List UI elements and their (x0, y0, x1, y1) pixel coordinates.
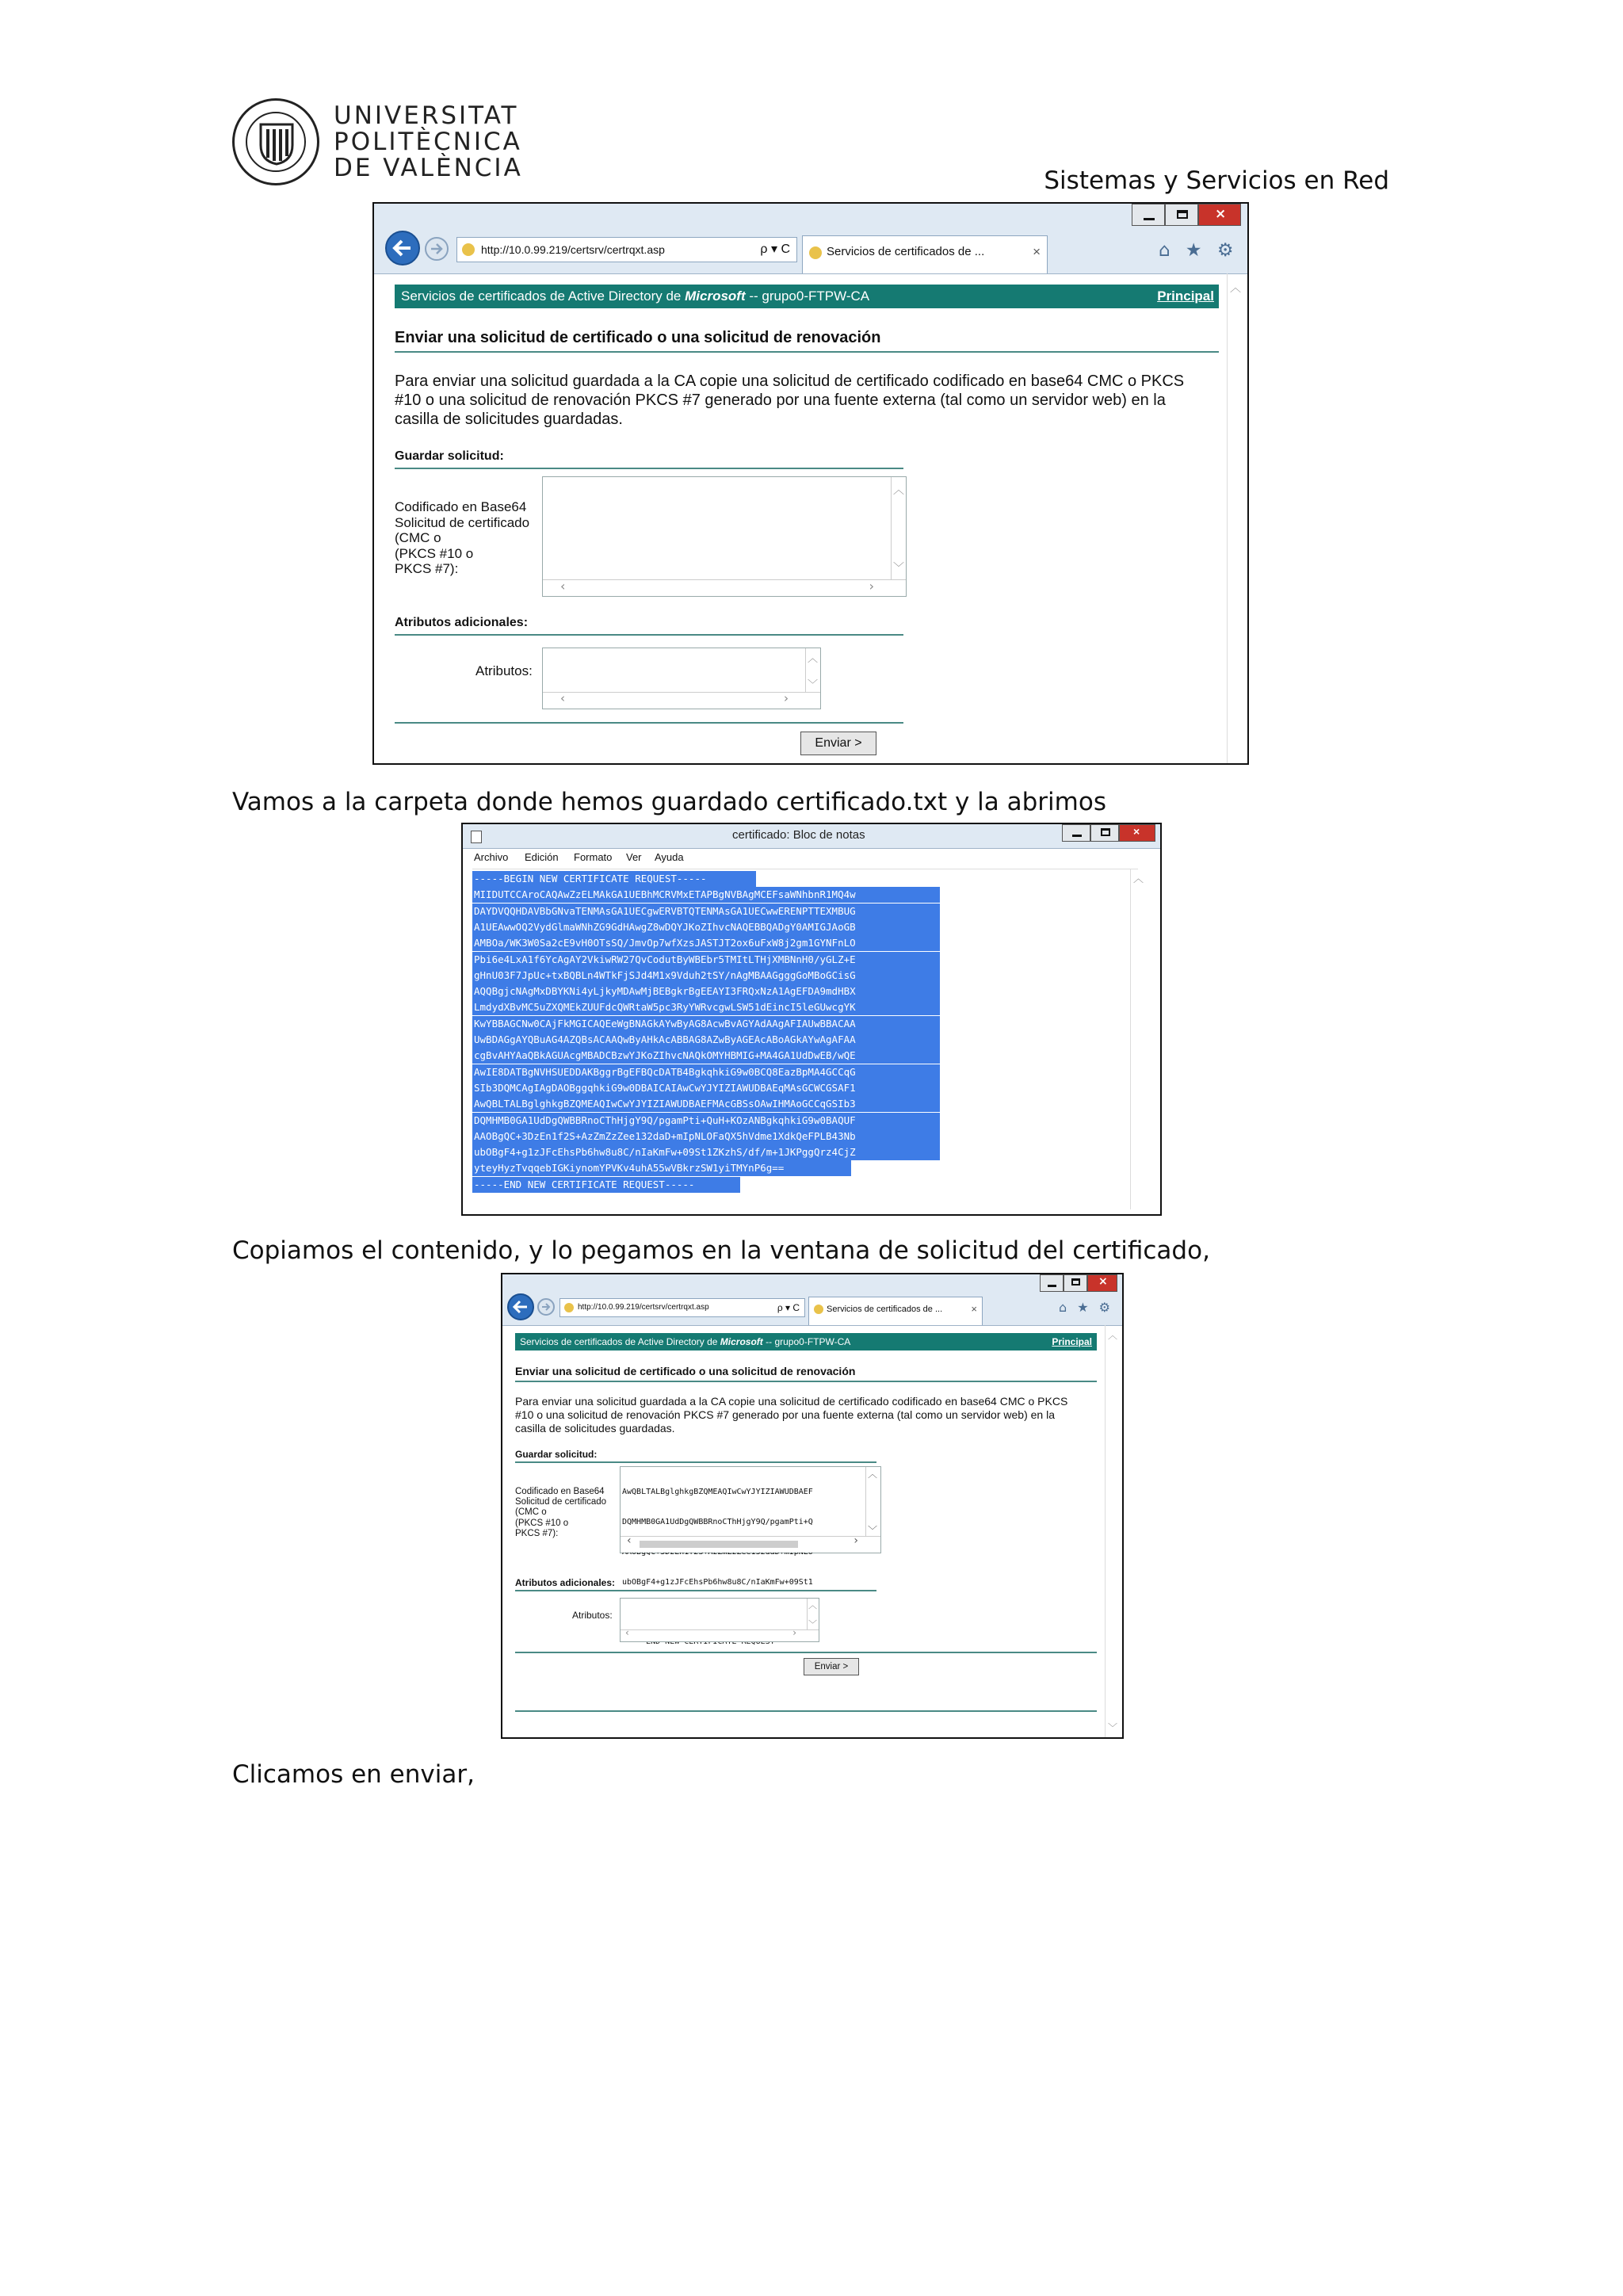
request-textarea[interactable] (542, 476, 907, 597)
scroll-right-icon: › (784, 691, 789, 705)
additional-attributes-rule (515, 1590, 876, 1591)
notepad-scrollbar[interactable] (1130, 869, 1147, 1209)
menu-ver[interactable]: Ver (626, 851, 642, 863)
page-icon (462, 243, 475, 256)
cert-line: cgBvAHYAaQBkAGUAcgMBADCBzwYJKoZIhvcNAQkOMYHBMIG+MA4GA1UdDwEB/wQE (472, 1048, 940, 1064)
forward-button[interactable] (537, 1298, 555, 1316)
cert-line: AwQBLTALBglghkgBZQMEAQIwCwYJYIZIAWUDBAEFMAcGBSsOAwIHMAoGCCqGSIb3 (472, 1096, 940, 1112)
instructions-paragraph: Para enviar una solicitud guardada a la CA copie una solicitud de certificado codificado en base64 CMC o PKCS #10 o una solicitud de renovación PKCS #7 generado por una fuente externa (tal como un servidor web) en la casilla de solicitudes guardadas. (515, 1395, 1068, 1435)
banner-prefix: Servicios de certificados de Active Directory de (401, 288, 682, 304)
attributes-vscroll[interactable] (807, 1599, 819, 1630)
address-url: http://10.0.99.219/certsrv/certrqxt.asp (481, 243, 665, 256)
scroll-left-icon: ‹ (625, 1627, 629, 1638)
back-arrow-icon (393, 239, 412, 257)
request-textarea-filled[interactable] (620, 1466, 881, 1587)
cert-line: -----END NEW CERTIFICATE REQUEST----- (472, 1177, 740, 1193)
tab-favicon (809, 246, 822, 259)
menu-formato[interactable]: Formato (574, 851, 613, 863)
submit-button[interactable]: Enviar > (804, 1658, 859, 1675)
notepad-title: certificado: Bloc de notas (732, 828, 865, 842)
close-button[interactable] (1198, 204, 1241, 226)
scroll-up-icon: ︿ (1133, 873, 1144, 885)
banner-bar (515, 1333, 1097, 1350)
cert-line: -----BEGIN NEW CERTIFICATE REQUEST----- (472, 871, 756, 887)
attributes-hscroll[interactable] (621, 1629, 819, 1641)
tab-close-icon[interactable]: × (1033, 244, 1041, 259)
scroll-up-icon: ︿ (808, 653, 819, 665)
page-scrollbar[interactable] (1227, 273, 1243, 763)
scroll-left-icon: ‹ (560, 691, 565, 705)
request-field-label: Codificado en Base64 Solicitud de certificado (CMC o (PKCS #10 o PKCS #7): (515, 1487, 607, 1538)
tab-favicon (814, 1305, 823, 1314)
notepad-minimize-button[interactable] (1062, 824, 1090, 842)
search-refresh-icons[interactable]: ρ ▾ C (777, 1302, 800, 1313)
close-icon: × (1215, 206, 1227, 222)
maximize-button[interactable] (1165, 204, 1198, 226)
page-icon (564, 1303, 574, 1312)
scroll-right-icon: › (854, 1534, 858, 1547)
attributes-textarea[interactable] (542, 648, 821, 709)
banner-bar (395, 285, 1219, 308)
address-bar[interactable] (456, 237, 797, 262)
cert-line: gHnU03F7JpUc+txBQBLn4WTkFjSJd4M1x9Vduh2tSY/nAgMBAAGgggGoMBoGCisG (472, 968, 940, 984)
logo-line-2: POLITÈCNICA (334, 128, 522, 156)
browser-tab[interactable] (802, 235, 1048, 273)
textarea-hscroll[interactable] (621, 1536, 880, 1553)
scroll-down-icon: ﹀ (868, 1525, 878, 1536)
scroll-left-icon: ‹ (560, 579, 566, 594)
tab-label: Servicios de certificados de ... (827, 1305, 943, 1314)
browser-window-2 (501, 1273, 1124, 1739)
forward-arrow-icon (541, 1303, 551, 1311)
cert-line: AwIE8DATBgNVHSUEDDAKBggrBgEFBQcDATB4BgkqhkiG9w0BCQ8EazBpMA4GCCqG (472, 1064, 940, 1080)
additional-attributes-rule (395, 634, 903, 636)
banner-suffix: -- grupo0-FTPW-CA (749, 288, 870, 304)
cert-line: DAYDVQQHDAVBbGNvaTENMAsGA1UECgwERVBTQTENMAsGA1UECwwERENPTTEXMBUG (472, 904, 940, 919)
browser-tab[interactable] (808, 1297, 983, 1325)
textarea-vscroll[interactable] (891, 477, 906, 580)
saved-request-rule (515, 1461, 876, 1463)
scroll-left-icon: ‹ (627, 1534, 632, 1547)
cert-line: A1UEAwwOQ2VydGlmaWNhZG9GdHAwgZ8wDQYJKoZIhvcNAQEBBQADgY0AMIGJAoGB (472, 919, 940, 935)
cert-line: KwYBBAGCNw0CAjFkMGICAQEeWgBNAGkAYwByAG8AcwBvAGYAdAAgAFIAUwBBACAA (472, 1016, 940, 1032)
instructions-paragraph: Para enviar una solicitud guardada a la CA copie una solicitud de certificado codificado en base64 CMC o PKCS #10 o una solicitud de renovación PKCS #7 generado por una fuente externa (tal como un servidor web) en la casilla de solicitudes guardadas. (395, 372, 1185, 428)
page-footer-rule (515, 1710, 1097, 1712)
cert-line: yteyHyzTvqqebIGKiynomYPVKv4uhA55wVBkrzSW1yiTMYnP6g== (472, 1160, 851, 1176)
notepad-close-button[interactable] (1119, 824, 1155, 842)
cert-line: SIb3DQMCAgIAgDAOBggqhkiG9w0DBAICAIAwCwYJYIZIAWUDBAEqMAsGCWCGSAF1 (472, 1080, 940, 1096)
close-button[interactable] (1087, 1274, 1117, 1292)
scroll-down-icon: ﹀ (808, 679, 819, 691)
scroll-down-icon: ﹀ (893, 562, 904, 575)
cert-line: Pbi6e4LxA1f6YcAgAY2VkiwRW27QvCodutByWBEbr5TMItLTHjXMBNnH0/yGLZ+E (472, 952, 940, 968)
banner-brand: Microsoft (685, 288, 746, 304)
tab-label: Servicios de certificados de ... (827, 245, 985, 258)
tab-close-icon[interactable]: × (971, 1303, 977, 1315)
toolbar-home-fav-settings-icons[interactable]: ⌂ ★ ⚙ (1159, 240, 1239, 261)
minimize-button[interactable] (1040, 1274, 1064, 1292)
saved-request-heading: Guardar solicitud: (515, 1449, 598, 1460)
page-heading: Enviar una solicitud de certificado o una solicitud de renovación (395, 329, 881, 346)
notepad-menubar (463, 848, 1160, 865)
attributes-hscroll[interactable] (543, 692, 820, 709)
form-bottom-rule (515, 1652, 1097, 1653)
scroll-up-icon: ︿ (1230, 282, 1241, 295)
cert-line: ubOBgF4+g1zJFcEhsPb6hw8u8C/nIaKmFw+09St1ZKzhS/df/m+1JKPggQrz4CjZ (472, 1144, 940, 1160)
forward-arrow-icon (430, 243, 443, 254)
upv-logo-wordmark (334, 103, 523, 181)
cert-line: AMBOa/WK3W0Sa2cE9vH0OTsSQ/JmvOp7wfXzsJASTJT2ox6uFxW8j2gm1GYNFnLO (472, 935, 940, 951)
forward-button[interactable] (425, 237, 449, 261)
cert-line: LmdydXBvMC5uZXQMEkZUUFdcQWRtaW5pc3RyYWRvcgwLSW51dEincI5leGUwcgYK (472, 999, 940, 1015)
upv-seal-logo (232, 98, 319, 185)
cert-line: DQMHMB0GA1UdDgQWBBRnoCThHjgY9Q/pgamPti+QuH+KOzANBgkqhkiG9w0BAQUF (472, 1113, 940, 1129)
principal-link[interactable]: Principal (1157, 288, 1214, 304)
saved-request-heading: Guardar solicitud: (395, 449, 504, 463)
cert-line: AQQBgjcNAgMxDBYKNi4yLjkyMDAwMjBEBgkrBgEEAYI3FRQxNzA1AgEFDA9mdHBX (472, 984, 940, 999)
minimize-button[interactable] (1132, 204, 1165, 226)
caption-1: Vamos a la carpeta donde hemos guardado certificado.txt y la abrimos (232, 788, 1106, 816)
submit-button[interactable]: Enviar > (800, 732, 876, 755)
logo-line-1: UNIVERSITAT (334, 101, 519, 130)
search-refresh-icons[interactable]: ρ ▾ C (760, 243, 790, 256)
caption-2: Copiamos el contenido, y lo pegamos en la ventana de solicitud del certificado, (232, 1236, 1210, 1265)
page-content (374, 273, 1247, 763)
logo-line-3: DE VALÈNCIA (334, 154, 523, 182)
page-content (502, 1325, 1122, 1737)
document-header-title: Sistemas y Servicios en Red (1044, 166, 1389, 195)
scroll-right-icon: › (869, 579, 874, 594)
menu-ayuda[interactable]: Ayuda (655, 851, 684, 863)
browser-chrome (374, 204, 1247, 274)
page-scrollbar[interactable] (1105, 1325, 1121, 1737)
scroll-down-icon: ﹀ (1108, 1722, 1118, 1733)
principal-link[interactable]: Principal (1052, 1336, 1092, 1347)
notepad-icon (471, 831, 482, 843)
hscroll-thumb[interactable] (640, 1541, 798, 1548)
attributes-label: Atributos: (475, 663, 533, 678)
scroll-right-icon: › (792, 1627, 796, 1638)
additional-attributes-heading: Atributos adicionales: (395, 616, 529, 629)
attributes-textarea[interactable] (620, 1598, 819, 1642)
back-button[interactable] (507, 1293, 534, 1320)
address-bar[interactable] (559, 1298, 805, 1317)
heading-rule (395, 351, 1219, 353)
heading-rule (515, 1381, 1097, 1382)
attributes-label: Atributos: (572, 1610, 613, 1621)
attributes-vscroll[interactable] (805, 648, 820, 693)
back-button[interactable] (385, 231, 420, 266)
additional-attributes-heading: Atributos adicionales: (515, 1577, 616, 1588)
close-icon: × (1133, 825, 1140, 838)
notepad-maximize-button[interactable] (1090, 824, 1119, 842)
request-textarea-content: AwQBLTALBglghkgBZQMEAQIwCwYJYIZIAWUDBAEF DQMHMB0GA1UdDgQWBBRnoCThHjgY9Q/pgamPti+Q ubOBgF4+g1zJFcEhsPb6hw8u8C/nIaKmFw+09St1 (622, 1488, 813, 1587)
form-bottom-rule (395, 722, 903, 724)
scroll-up-icon: ︿ (893, 484, 904, 497)
cert-line: MIIDUTCCAroCAQAwZzELMAkGA1UEBhMCRVMxETAPBgNVBAgMCEFsaWNhbnR1MQ4w (472, 887, 940, 903)
back-arrow-icon (514, 1301, 528, 1313)
menu-edicion[interactable]: Edición (525, 851, 559, 863)
cert-line: AAOBgQC+3DzEn1f2S+AzZmZzZee132daD+mIpNLOFaQX5hVdme1XdkQeFPLB43Nb (472, 1129, 940, 1144)
saved-request-rule (395, 468, 903, 469)
browser-window-1 (372, 202, 1249, 765)
maximize-button[interactable] (1064, 1274, 1087, 1292)
banner-brand: Microsoft (720, 1336, 763, 1347)
toolbar-home-fav-settings-icons[interactable]: ⌂ ★ ⚙ (1059, 1300, 1114, 1315)
close-icon: × (1098, 1275, 1108, 1288)
banner-prefix: Servicios de certificados de Active Directory de (520, 1336, 718, 1347)
scroll-up-icon: ︿ (868, 1469, 878, 1480)
cert-line: UwBDAGgAYQBuAG4AZQBsACAAQwByAHkAcABBAG8AZwByAGEAcABoAGkAYwAgAFAA (472, 1032, 940, 1048)
scroll-down-icon: ﹀ (808, 1619, 817, 1629)
scroll-up-icon: ︿ (1108, 1330, 1118, 1341)
menu-archivo[interactable]: Archivo (474, 851, 509, 863)
address-url: http://10.0.99.219/certsrv/certrqxt.asp (578, 1303, 709, 1312)
request-field-label: Codificado en Base64 Solicitud de certificado (CMC o (PKCS #10 o PKCS #7): (395, 499, 530, 577)
textarea-vscroll[interactable] (865, 1467, 880, 1537)
textarea-hscroll[interactable] (543, 579, 906, 596)
caption-3: Clicamos en enviar, (232, 1760, 475, 1789)
banner-suffix: -- grupo0-FTPW-CA (766, 1336, 851, 1347)
scroll-up-icon: ︿ (808, 1600, 817, 1610)
notepad-window (461, 823, 1162, 1216)
notepad-titlebar (463, 824, 1160, 849)
page-heading: Enviar una solicitud de certificado o una solicitud de renovación (515, 1365, 856, 1377)
notepad-text-area[interactable] (472, 869, 1138, 1210)
browser-chrome (502, 1274, 1122, 1326)
